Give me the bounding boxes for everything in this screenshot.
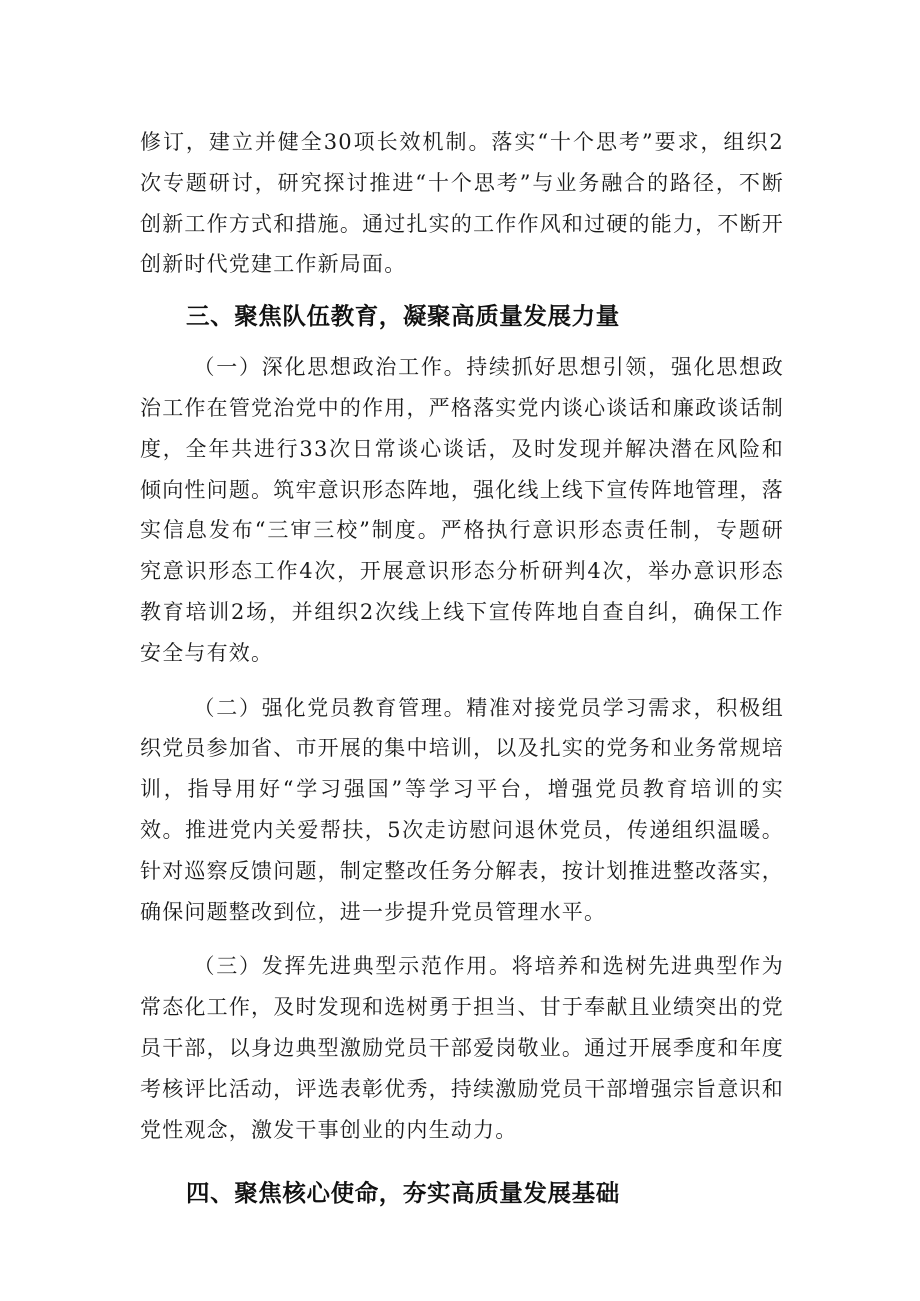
spacer [140,674,784,688]
section-heading-3: 三、聚焦队伍教育，凝聚高质量发展力量 [186,302,620,331]
section-heading-4: 四、聚焦核心使命，夯实高质量发展基础 [186,1179,620,1208]
document-body [140,122,784,1218]
paragraph-continued: 修订，建立并健全30项长效机制。落实“十个思考”要求，组织2次专题研讨，研究探讨推进“十个思考”与业务融合的路径，不断创新工作方式和措施。通过扎实的工作作风和过硬的能力，不断开创新时代党建工作新局面。 [140,130,784,277]
paragraph-section3-item2: （二）强化党员教育管理。精准对接党员学习需求，积极组织党员参加省、市开展的集中培训，以及扎实的党务和业务常规培训，指导用好“学习强国”等学习平台，增强党员教育培训的实效。推进党内关爱帮扶，5次走访慰问退休党员，传递组织温暖。针对巡察反馈问题，制定整改任务分解表，按计划推进整改落实，确保问题整改到位，进一步提升党员管理水平。 [140,695,784,924]
paragraph-section3-item1: （一）深化思想政治工作。持续抓好思想引领，强化思想政治工作在管党治党中的作用，严格落实党内谈心谈话和廉政谈话制度，全年共进行33次日常谈心谈话，及时发现并解决潜在风险和倾向性问题。筑牢意识形态阵地，强化线上线下宣传阵地管理，落实信息发布“三审三校”制度。严格执行意识形态责任制，专题研究意识形态工作4次，开展意识形态分析研判4次，举办意识形态教育培训2场，并组织2次线上线下宣传阵地自查自纠，确保工作安全与有效。 [140,355,784,665]
paragraph-section3-item3: （三）发挥先进典型示范作用。将培养和选树先进典型作为常态化工作，及时发现和选树勇于担当、甘于奉献且业绩突出的党员干部，以身边典型激励党员干部爱岗敬业。通过开展季度和年度考核评比活动，评选表彰优秀，持续激励党员干部增强宗旨意识和党性观念，激发干事创业的内生动力。 [140,954,784,1142]
spacer [140,1150,784,1168]
spacer [140,932,784,946]
